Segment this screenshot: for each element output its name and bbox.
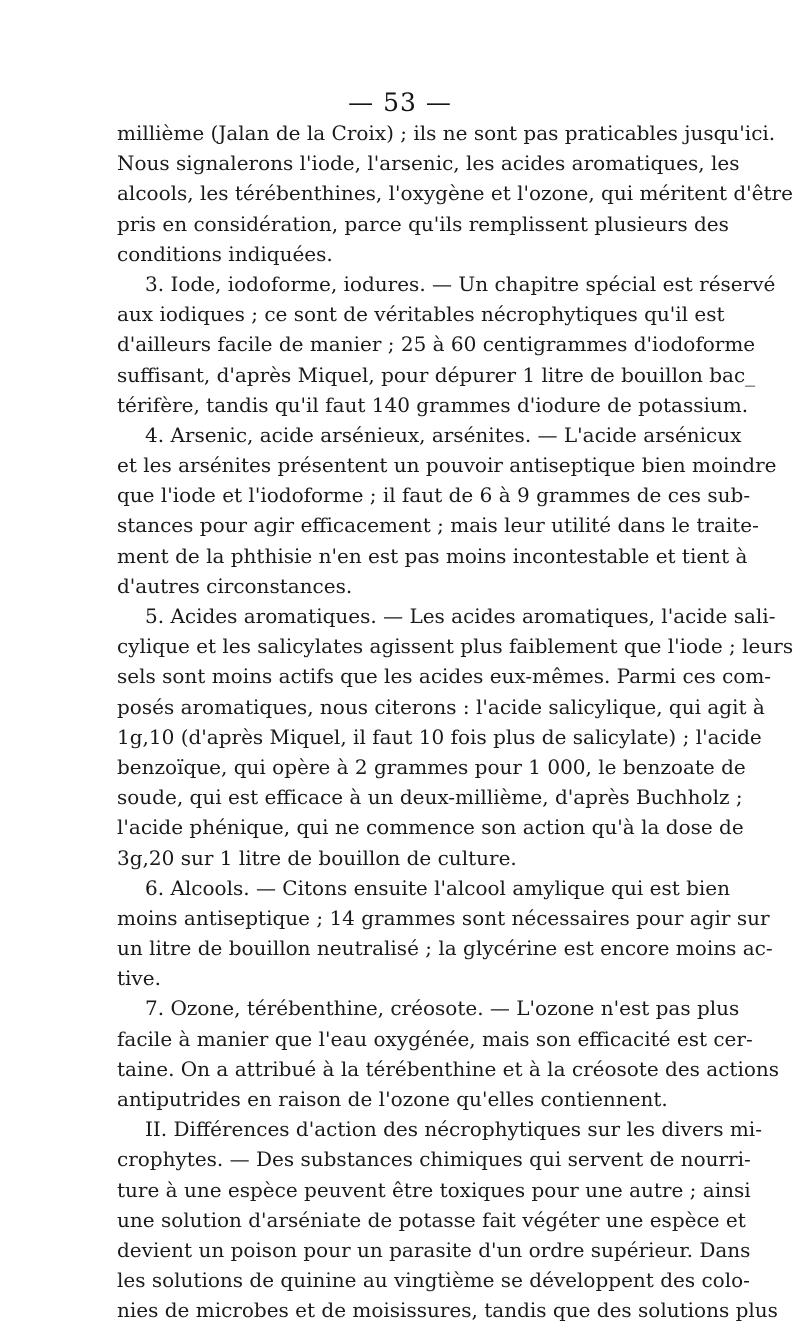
section-heading-line: II. Différences d'action des nécrophytiques sur les divers mi- — [145, 1117, 762, 1142]
text-line: millième (Jalan de la Croix) ; ils ne sont pas praticables jusqu'ici. — [117, 121, 776, 145]
text-line: sels sont moins actifs que les acides eux-mêmes. Parmi ces com- — [117, 664, 772, 689]
body-text — [117, 118, 794, 1326]
text-line: les solutions de quinine au vingtième se développent des colo- — [117, 1268, 750, 1293]
text-line: antiputrides en raison de l'ozone qu'elles contiennent. — [117, 1087, 668, 1111]
text-line: moins antiseptique ; 14 grammes sont nécessaires pour agir sur — [117, 905, 770, 930]
text-line: ment de la phthisie n'en est pas moins incontestable et tient à — [117, 543, 748, 568]
text-line: 3g,20 sur 1 litre de bouillon de culture. — [117, 845, 517, 870]
text-line: conditions indiquées. — [117, 241, 333, 266]
text-line: nies de microbes et de moisissures, tandis que des solutions plus — [117, 1298, 778, 1323]
text-line: que l'iode et l'iodoforme ; il faut de 6 à 9 grammes de ces sub- — [117, 483, 751, 508]
text-line: d'autres circonstances. — [117, 573, 353, 598]
text-line: benzoïque, qui opère à 2 grammes pour 1 000, le benzoate de — [117, 754, 746, 779]
text-line: l'acide phénique, qui ne commence son action qu'à la dose de — [117, 815, 744, 840]
text-line: 1g,10 (d'après Miquel, il faut 10 fois plus de salicylate) ; l'acide — [117, 724, 762, 749]
section-heading-line: 6. Alcools. — Citons ensuite l'alcool amylique qui est bien — [145, 875, 731, 900]
text-line: devient un poison pour un parasite d'un ordre supérieur. Dans — [117, 1237, 751, 1262]
text-line: posés aromatiques, nous citerons : l'acide salicylique, qui agit à — [117, 694, 765, 719]
text-line: pris en considération, parce qu'ils remplissent plusieurs des — [117, 211, 729, 236]
section-heading-line: 3. Iode, iodoforme, iodures. — Un chapitre spécial est réservé — [145, 271, 776, 296]
text-line: d'ailleurs facile de manier ; 25 à 60 centigrammes d'iodoforme — [117, 332, 756, 357]
text-line: un litre de bouillon neutralisé ; la glycérine est encore moins ac- — [117, 936, 773, 961]
text-line: crophytes. — Des substances chimiques qui servent de nourri- — [117, 1147, 751, 1172]
text-line: aux iodiques ; ce sont de véritables nécrophytiques qu'il est — [117, 302, 725, 327]
text-line: taine. On a attribué à la térébenthine et à la créosote des actions — [117, 1056, 780, 1081]
text-line: Nous signalerons l'iode, l'arsenic, les acides aromatiques, les — [117, 151, 740, 176]
text-line: soude, qui est efficace à un deux-millième, d'après Buchholz ; — [117, 785, 743, 810]
section-heading-line: 7. Ozone, térébenthine, créosote. — L'ozone n'est pas plus — [145, 996, 740, 1021]
text-line: suffisant, d'après Miquel, pour dépurer 1 litre de bouillon bac_ — [117, 362, 756, 387]
text-line: térifère, tandis qu'il faut 140 grammes d'iodure de potassium. — [117, 392, 749, 417]
text-line: alcools, les térébenthines, l'oxygène et l'ozone, qui méritent d'être — [117, 181, 793, 206]
page-number: — 53 — — [348, 88, 452, 117]
text-line: stances pour agir efficacement ; mais leur utilité dans le traite- — [117, 513, 759, 538]
text-line: cylique et les salicylates agissent plus faiblement que l'iode ; leurs — [117, 634, 794, 659]
text-line: ture à une espèce peuvent être toxiques pour une autre ; ainsi — [117, 1177, 751, 1202]
text-line: facile à manier que l'eau oxygénée, mais son efficacité est cer- — [117, 1026, 753, 1051]
text-line: et les arsénites présentent un pouvoir antiseptique bien moindre — [117, 453, 777, 478]
section-heading-line: 4. Arsenic, acide arsénieux, arsénites. — L'acide arsénicux — [145, 422, 742, 447]
section-heading-line: 5. Acides aromatiques. — Les acides aromatiques, l'acide sali- — [145, 604, 776, 628]
text-line: tive. — [117, 966, 161, 991]
text-line: une solution d'arséniate de potasse fait végéter une espèce et — [117, 1207, 746, 1232]
